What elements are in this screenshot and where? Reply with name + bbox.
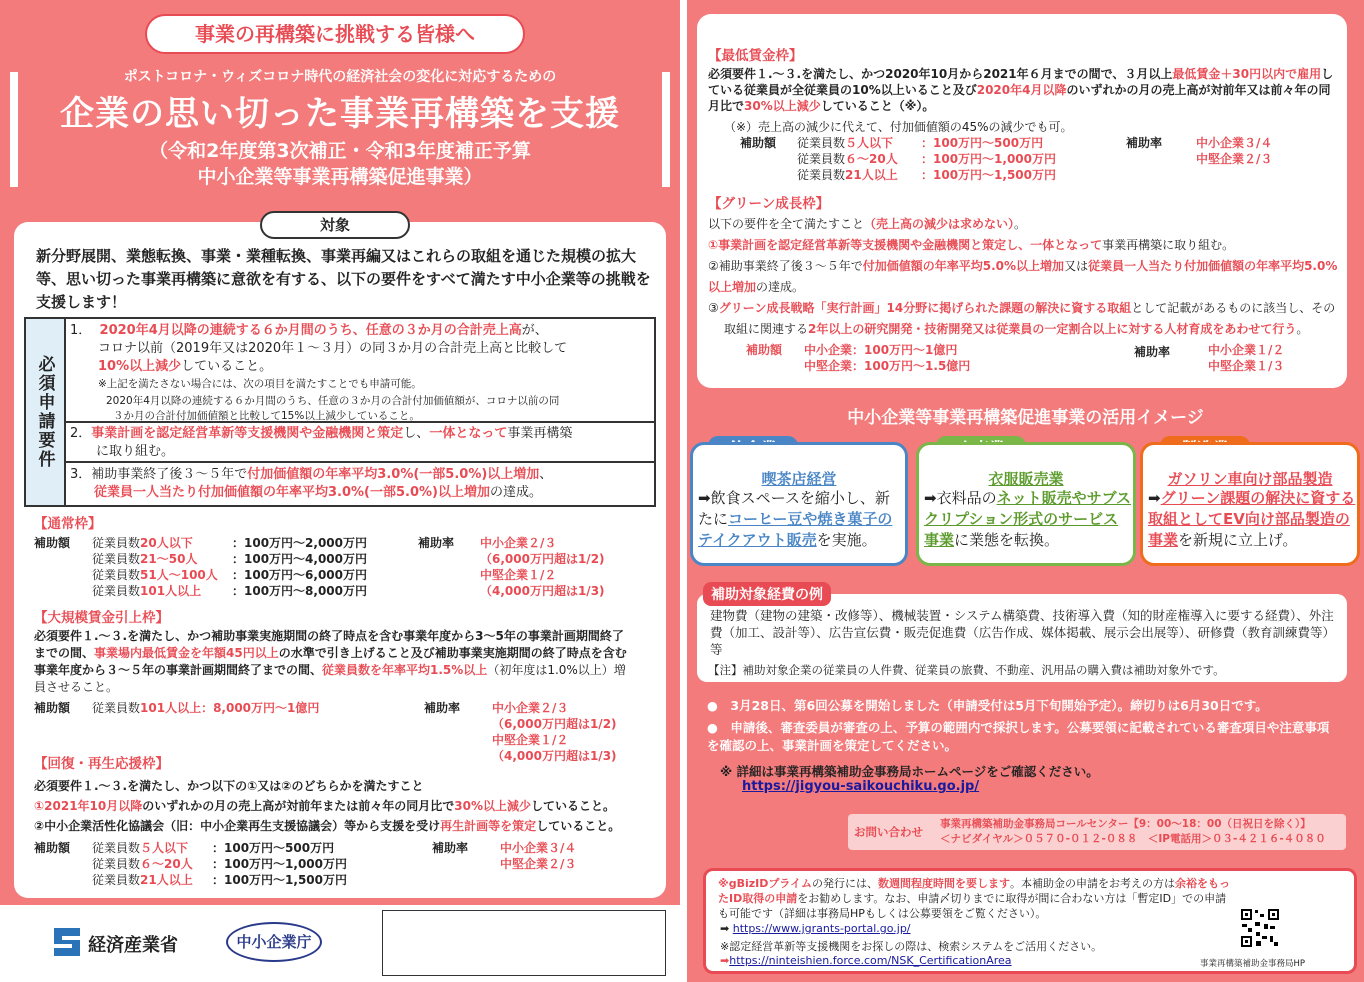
notice-3: ※ 詳細は事業再構築補助金事務局ホームページをご確認ください。 bbox=[720, 764, 1099, 779]
qr-caption: 事業再構築補助金事務局HP bbox=[1200, 959, 1306, 969]
usage-card-food-body: ➡飲食スペースを縮小し、新たにコーヒー豆や焼き菓子のテイクアウト販売を実施。 bbox=[698, 489, 893, 549]
req2-a: し、 bbox=[403, 426, 430, 441]
gbiz-line-3: ※認定経営革新等支援機関をお探しの際は、検索システムをご活用ください。 bbox=[720, 940, 1103, 953]
normal-row: 従業員数21～50人 ：100万円～4,000万円 bbox=[92, 552, 368, 566]
req1-note2: 2020年4月以降の連続する６か月間のうち、任意の３か月の合計付加価値額が、コロナ以前の同 bbox=[106, 395, 560, 407]
jigyou-url-link[interactable]: https://jigyou-saikouchiku.go.jp/ bbox=[742, 779, 980, 794]
req3-c: の達成。 bbox=[490, 485, 543, 500]
req1-red: 2020年4月以降の連続する６か月間のうち、任意の３か月の合計売上高 bbox=[99, 323, 522, 338]
minwage-amount-list: 従業員数５人以下 ：100万円～500万円 従業員数６～20人 ：100万円～1,000万円 従業員数21人以上 ：100万円～1,500万円 bbox=[797, 136, 1057, 182]
blank-stamp-box bbox=[382, 910, 666, 976]
target-tab: 対象 bbox=[260, 211, 410, 239]
recovery-amount-list: 従業員数５人以下 ：100万円～500万円 従業員数６～20人 ：100万円～1,000万円 従業員数21人以上 ：100万円～1,500万円 bbox=[92, 841, 348, 887]
contact-line-1: 事業再構築補助金事務局コールセンター【9：00～18：00（日祝日を除く）】 bbox=[940, 818, 1311, 830]
req3-b: 、 bbox=[539, 467, 553, 482]
expenses-note: 【注】補助対象企業の従業員の人件費、従業員の旅費、不動産、汎用品の購入費は補助対象外です。 bbox=[708, 663, 1225, 677]
jgrants-link[interactable]: https://www.jgrants-portal.go.jp/ bbox=[732, 922, 911, 935]
green-amount-label: 補助額 bbox=[746, 343, 783, 357]
req1-note3: ３か月の合計付加価値額と比較して15%以上減少していること。 bbox=[113, 410, 420, 422]
normal-amount-label: 補助額 bbox=[34, 536, 71, 550]
normal-row: 従業員数20人以下 ：100万円～2,000万円 bbox=[92, 536, 368, 550]
expenses-heading: 補助対象経費の例 bbox=[703, 582, 831, 606]
minwage-amount-label: 補助額 bbox=[740, 136, 777, 150]
expenses-body: 建物費（建物の建築・改修等）、機械装置・システム構築費、技術導入費（知的財産権導入に要する経費）、外注費（加工、設計等）、広告宣伝費・販売促進費（広告作成、媒体掲載、展示会出展等）、研修費（教育訓練費等）等 bbox=[710, 608, 1336, 657]
gbiz-link-2-row: ➡https://ninteishien.force.com/NSK_CertificationArea bbox=[720, 954, 1012, 967]
target-lead: 新分野展開、業態転換、事業・業種転換、事業再編又はこれらの取組を通じた規模の拡大等、思い切った事業再構築に意欲を有する、以下の要件をすべて満たす中小企業等の挑戦を支援します！ bbox=[36, 247, 651, 311]
minwage-rate-label: 補助率 bbox=[1126, 136, 1163, 150]
req3-num: 3． bbox=[70, 467, 92, 482]
requirements-label: 必須申請要件 bbox=[26, 319, 64, 505]
recovery-rate-label: 補助率 bbox=[432, 841, 469, 855]
header-pill: 事業の再構築に挑戦する皆様へ bbox=[145, 14, 525, 54]
usage-card-manufacturing-title: ガソリン車向け部品製造 bbox=[1167, 470, 1333, 488]
large-rates: 中小企業２/３ （6,000万円超は1/2) 中堅企業１/２ （4,000万円超は1/3) bbox=[492, 701, 617, 763]
gbiz-link-1-row: ➡ https://www.jgrants-portal.go.jp/ bbox=[720, 922, 911, 935]
usage-card-food-title: 喫茶店経営 bbox=[761, 470, 837, 488]
req2-red: 事業計画を認定経営革新等支援機関や金融機関と策定 bbox=[91, 426, 404, 441]
large-heading: 【大規模賃金引上枠】 bbox=[34, 610, 169, 626]
req2-c: に取り組む。 bbox=[96, 444, 175, 459]
minwage-note: （※）売上高の減少に代えて、付加価値額の45%の減少でも可。 bbox=[724, 120, 1073, 134]
header-subtitle: ポストコロナ・ウィズコロナ時代の経済社会の変化に対応するための bbox=[123, 69, 557, 85]
req2-b: 事業再構築 bbox=[507, 426, 573, 441]
green-heading: 【グリーン成長枠】 bbox=[708, 196, 830, 212]
req1-note1: ※上記を満たさない場合には、次の項目を満たすことでも申請可能。 bbox=[98, 378, 422, 390]
large-amount: 従業員数101人以上：8,000万円～1億円 bbox=[92, 701, 320, 715]
chusho-logo: 中小企業庁 bbox=[226, 922, 322, 962]
large-amount-label: 補助額 bbox=[34, 701, 71, 715]
contact-line-2: ＜ナビダイヤル＞０５７０-０１２-０８８ ＜IP電話用＞０３-４２１６-４０８０ bbox=[940, 833, 1326, 845]
table-divider-h2 bbox=[64, 461, 654, 463]
recovery-body: 必須要件１.～３.を満たし、かつ以下の①又は②のどちらかを満たすこと ①2021年10月以降のいずれかの月の売上高が対前年または前々年の同月比で30%以上減少していること。 ②中小企業活性化協議会（旧：中小企業再生支援協議会）等から支援を受け再生計画等を策定していること。 bbox=[34, 779, 621, 833]
budget-line-2: 中小企業等事業再構築促進事業） bbox=[197, 166, 483, 188]
normal-row: 従業員数51人～100人 ：100万円～6,000万円 bbox=[92, 568, 368, 582]
usage-card-retail-body: ➡衣料品のネット販売やサブスクリプション形式のサービス事業に業態を転換。 bbox=[924, 489, 1131, 549]
recovery-heading: 【回復・再生応援枠】 bbox=[34, 756, 169, 772]
req3-a: 補助事業終了後３～５年で bbox=[91, 467, 248, 482]
notice-1: ● 3月28日、第6回公募を開始しました（申請受付は5月下旬開始予定）。締切りは6月30日です。 bbox=[707, 698, 1268, 713]
page-title: 企業の思い切った事業再構築を支援 bbox=[60, 94, 620, 134]
green-rates: 中小企業１/２ 中堅企業１/３ bbox=[1208, 343, 1285, 373]
usage-card-retail-title: 衣服販売業 bbox=[988, 470, 1064, 488]
gbiz-body: ※gBizIDプライムの発行には、数週間程度時間を要します。本補助金の申請をお考えの方は余裕をもったID取得の申請をお勧めします。なお、申請〆切りまでに取得が間に合わない方は「暫定ID」での申請も可能です（詳細は事務局HPもしくは公募要領をご覧ください）。 bbox=[718, 877, 1231, 920]
usage-card-manufacturing-body: ➡グリーン課題の解決に資する取組としてEV向け部品製造の事業を新規に立上げ。 bbox=[1148, 489, 1356, 549]
budget-line-1: （令和2年度第3次補正・令和3年度補正予算 bbox=[149, 140, 531, 162]
req1-red2: 10%以上減少 bbox=[98, 359, 182, 374]
req1-num: 1． bbox=[70, 323, 92, 338]
large-body: 必須要件１.～３.を満たし、かつ補助事業実施期間の終了時点を含む事業年度から3～5年の事業計画期間終了までの間、事業場内最低賃金を年額45円以上の水準で引き上げること及び補助事業実施期間の終了時点を含む事業年度から３～５年の事業計画期間終了までの間、従業員数を年率平均1.5%以上（初年度は1.0%以上）増員させること。 bbox=[34, 629, 627, 694]
normal-heading: 【通常枠】 bbox=[34, 516, 102, 532]
req1-b: コロナ以前（2019年又は2020年１～３月）の同３か月の合計売上高と比較して bbox=[98, 341, 568, 356]
green-amounts: 中小企業：100万円～1億円 中堅企業：100万円～1.5億円 bbox=[804, 343, 971, 373]
requirement-1 bbox=[70, 322, 650, 376]
minwage-rates: 中小企業３/４ 中堅企業２/３ bbox=[1196, 136, 1273, 166]
req2-num: 2． bbox=[70, 426, 92, 441]
qr-code-icon[interactable] bbox=[1240, 908, 1280, 948]
req3-red2: 従業員一人当たり付加価値額の年率平均3.0%(一部5.0%)以上増加 bbox=[94, 485, 490, 500]
contact-label: お問い合わせ bbox=[854, 825, 923, 839]
ninteishien-link[interactable]: https://ninteishien.force.com/NSK_CertificationArea bbox=[729, 954, 1012, 967]
usage-heading: 中小企業等事業再構築促進事業の活用イメージ bbox=[847, 408, 1204, 428]
green-body: 以下の要件を全て満たすこと（売上高の減少は求めない）。 ①事業計画を認定経営革新等支援機関や金融機関と策定し、一体となって事業再構築に取り組む。 ②補助事業終了後３～５年で付加価値額の年率平均5.0%以上増加又は従業員一人当たり付加価値額の年率平均5.0%以上増加の達成。 ③グリーン成長戦略「実行計画」14分野に掲げられた課題の解決に資する取組として記載があるものに該当し、その 取組に関連する2年以上の研究開発・技術開発又は従業員の一定割合以上に対する人材育成をあわせて行う。 bbox=[708, 217, 1338, 336]
minwage-body: 必須要件１.～３.を満たし、かつ2020年10月から2021年６月までの間で、３月以上最低賃金＋30円以内で雇用している従業員が全従業員の10%以上いること及び2020年4月以降のいずれかの月の売上高が対前年又は前々年の同月比で30%以上減少していること（※）。 bbox=[708, 67, 1334, 113]
green-rate-label: 補助率 bbox=[1134, 345, 1171, 359]
recovery-rates: 中小企業３/４ 中堅企業２/３ bbox=[500, 841, 577, 871]
recovery-amount-label: 補助額 bbox=[34, 841, 71, 855]
normal-amount-list bbox=[92, 535, 412, 599]
req1-c: していること。 bbox=[181, 359, 273, 374]
meti-logo-icon bbox=[52, 926, 82, 958]
req3-red: 付加価値額の年率平均3.0%(一部5.0%)以上増加 bbox=[247, 467, 540, 482]
normal-row: 従業員数101人以上 ：100万円～8,000万円 bbox=[92, 584, 368, 598]
minwage-heading: 【最低賃金枠】 bbox=[708, 48, 803, 64]
normal-rates: 中小企業２/３ （6,000万円超は1/2) 中堅企業１/２ （4,000万円超は1/3) bbox=[480, 536, 605, 598]
meti-name: 経済産業省 bbox=[88, 935, 178, 956]
table-divider-v bbox=[64, 319, 66, 505]
normal-rate-label: 補助率 bbox=[418, 536, 455, 550]
req1-a: が、 bbox=[521, 323, 548, 338]
req2-red2: 一体となって bbox=[429, 426, 508, 441]
requirement-2 bbox=[70, 425, 650, 461]
notice-2: ● 申請後、審査委員が審査の上、予算の範囲内で採択します。公募要領に記載されている審査項目や注意事項を確認の上、事業計画を策定してください。 bbox=[707, 720, 1330, 753]
requirement-3 bbox=[70, 466, 654, 502]
large-rate-label: 補助率 bbox=[424, 701, 461, 715]
